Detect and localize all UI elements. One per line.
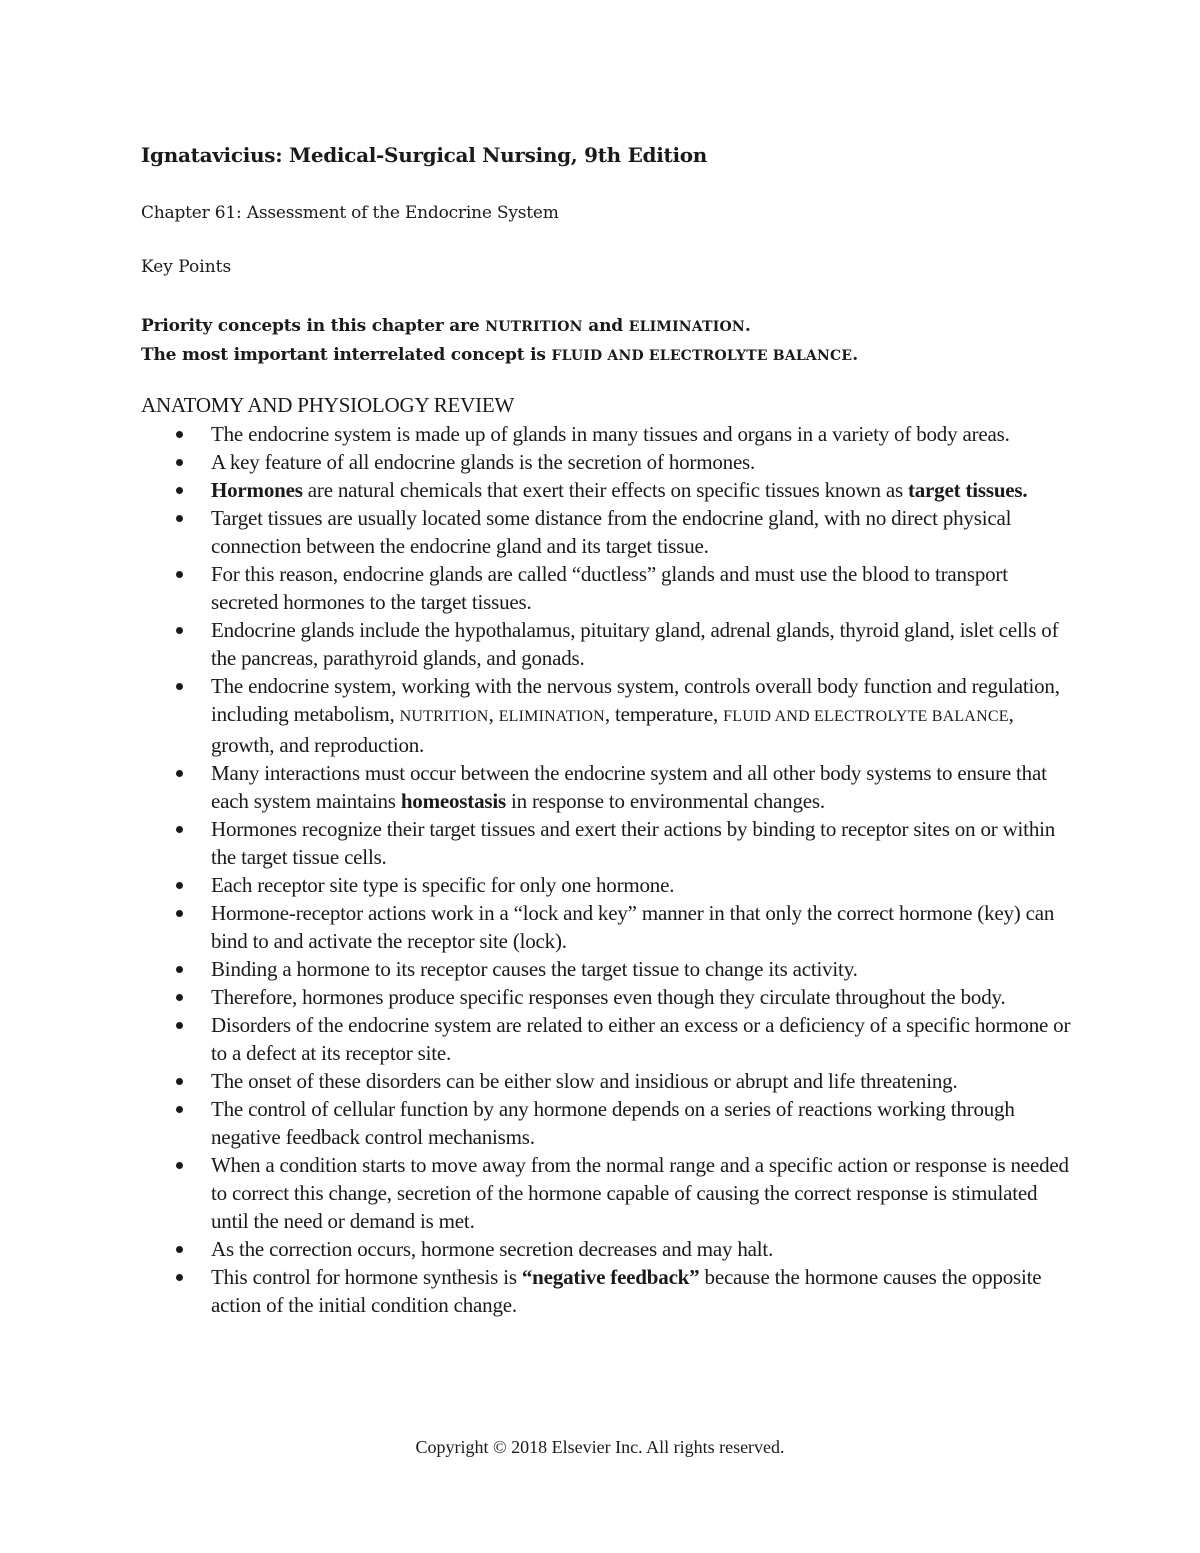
bullet-icon: [176, 1078, 183, 1085]
bullet-icon: [176, 994, 183, 1001]
priority-text: The most important interrelated concept is: [141, 345, 552, 365]
section-heading: ANATOMY AND PHYSIOLOGY REVIEW: [141, 393, 515, 417]
list-item-text: A key feature of all endocrine glands is the secretion of hormones.: [211, 450, 756, 474]
list-item-text: The control of cellular function by any hormone depends on a series of reactions working through negative feedback control mechanisms.: [211, 1097, 1015, 1149]
priority-text: Priority concepts in this chapter are: [141, 316, 486, 336]
list-item-text: When a condition starts to move away from the normal range and a specific action or response is needed to correct this change, secretion of the hormone capable of causing the correct response is stimulated until the need or demand is met.: [211, 1153, 1069, 1233]
bullet-icon: [176, 1106, 183, 1113]
list-item-text: The onset of these disorders can be either slow and insidious or abrupt and life threatening.: [211, 1069, 958, 1093]
list-item-text: Many interactions must occur between the endocrine system and all other body systems to ensure that each system maintains: [211, 761, 1047, 813]
list-item-text: Disorders of the endocrine system are related to either an excess or a deficiency of a specific hormone or to a defect at its receptor site.: [211, 1013, 1071, 1065]
bullet-list: [141, 420, 1071, 1319]
bullet-icon: [176, 515, 183, 522]
priority-text: .: [744, 316, 751, 336]
copyright-footer: Copyright © 2018 Elsevier Inc. All rights reserved.: [415, 1437, 785, 1457]
list-item-text: Binding a hormone to its receptor causes the target tissue to change its activity.: [211, 957, 858, 981]
bullet-icon: [176, 431, 183, 438]
list-item: [141, 815, 1071, 871]
document-title: Ignatavicius: Medical-Surgical Nursing, 9th Edition: [141, 143, 708, 167]
list-item-text: , growth, and reproduction.: [211, 702, 1014, 757]
priority-line-2: [141, 341, 858, 370]
bullet-icon: [176, 487, 183, 494]
priority-line-1: [141, 312, 858, 341]
list-item: [141, 560, 1071, 616]
list-item: [141, 616, 1071, 672]
key-points-heading: Key Points: [141, 257, 232, 277]
list-item: [141, 448, 1071, 476]
list-item-text: The endocrine system, working with the nervous system, controls overall body function and regulation, including metabolism,: [211, 674, 1060, 726]
bullet-icon: [176, 571, 183, 578]
bullet-icon: [176, 770, 183, 777]
list-item: [141, 1151, 1071, 1235]
bullet-icon: [176, 1246, 183, 1253]
list-item: [141, 1263, 1071, 1319]
list-item-text: Hormones recognize their target tissues and exert their actions by binding to receptor sites on or within the target tissue cells.: [211, 817, 1056, 869]
list-item: [141, 476, 1071, 504]
list-item-text: Endocrine glands include the hypothalamus, pituitary gland, adrenal glands, thyroid gland, islet cells of the pancreas, parathyroid glands, and gonads.: [211, 618, 1059, 670]
priority-text: .: [852, 345, 858, 365]
bullet-icon: [176, 882, 183, 889]
concept-fluid-electrolyte: FLUID AND ELECTROLYTE BALANCE: [551, 348, 853, 364]
list-item-text: For this reason, endocrine glands are called “ductless” glands and must use the blood to transport secreted hormones to the target tissues.: [211, 562, 1008, 614]
list-item-text: Therefore, hormones produce specific responses even though they circulate throughout the body.: [211, 985, 1006, 1009]
list-item: [141, 955, 1071, 983]
list-item-text: Each receptor site type is specific for only one hormone.: [211, 873, 675, 897]
list-item-text: because the hormone causes the opposite action of the initial condition change.: [211, 1265, 1042, 1317]
chapter-heading: Chapter 61: Assessment of the Endocrine System: [141, 203, 559, 223]
bold-term: Hormones: [211, 478, 303, 502]
bold-term: homeostasis: [400, 789, 506, 813]
list-item-text: in response to environmental changes.: [505, 789, 825, 813]
list-item: [141, 504, 1071, 560]
bullet-icon: [176, 459, 183, 466]
list-item: [141, 1095, 1071, 1151]
list-item-text: The endocrine system is made up of glands in many tissues and organs in a variety of body areas.: [211, 422, 1010, 446]
bullet-icon: [176, 627, 183, 634]
list-item-text: are natural chemicals that exert their effects on specific tissues known as: [302, 478, 908, 502]
bold-term: “negative feedback”: [521, 1265, 700, 1289]
bullet-icon: [176, 910, 183, 917]
list-item-text: ,: [488, 702, 499, 726]
list-item: [141, 983, 1071, 1011]
bullet-icon: [176, 1162, 183, 1169]
bullet-icon: [176, 1274, 183, 1281]
list-item-text: , temperature,: [604, 702, 724, 726]
bullet-icon: [176, 683, 183, 690]
list-item: [141, 1235, 1071, 1263]
concept-term: ELIMINATION: [498, 708, 605, 725]
concept-term: FLUID AND ELECTROLYTE BALANCE: [723, 708, 1009, 725]
list-item: [141, 871, 1071, 899]
list-item: [141, 420, 1071, 448]
list-item: [141, 1067, 1071, 1095]
bullet-icon: [176, 1022, 183, 1029]
list-item: [141, 1011, 1071, 1067]
list-item-text: This control for hormone synthesis is: [211, 1265, 522, 1289]
list-item-text: As the correction occurs, hormone secretion decreases and may halt.: [211, 1237, 774, 1261]
bullet-icon: [176, 826, 183, 833]
list-item-text: Hormone-receptor actions work in a “lock and key” manner in that only the correct hormone (key) can bind to and activate the receptor site (lock).: [211, 901, 1055, 953]
concept-term: NUTRITION: [399, 708, 489, 725]
list-item: [141, 899, 1071, 955]
bold-term: target tissues.: [907, 478, 1028, 502]
priority-text: and: [582, 316, 629, 336]
priority-concepts: [141, 312, 858, 370]
bullet-icon: [176, 966, 183, 973]
concept-nutrition: NUTRITION: [485, 319, 583, 335]
concept-elimination: ELIMINATION: [628, 319, 745, 335]
list-item: [141, 759, 1071, 815]
list-item-text: Target tissues are usually located some distance from the endocrine gland, with no direct physical connection between the endocrine gland and its target tissue.: [211, 506, 1012, 558]
list-item: [141, 672, 1071, 759]
